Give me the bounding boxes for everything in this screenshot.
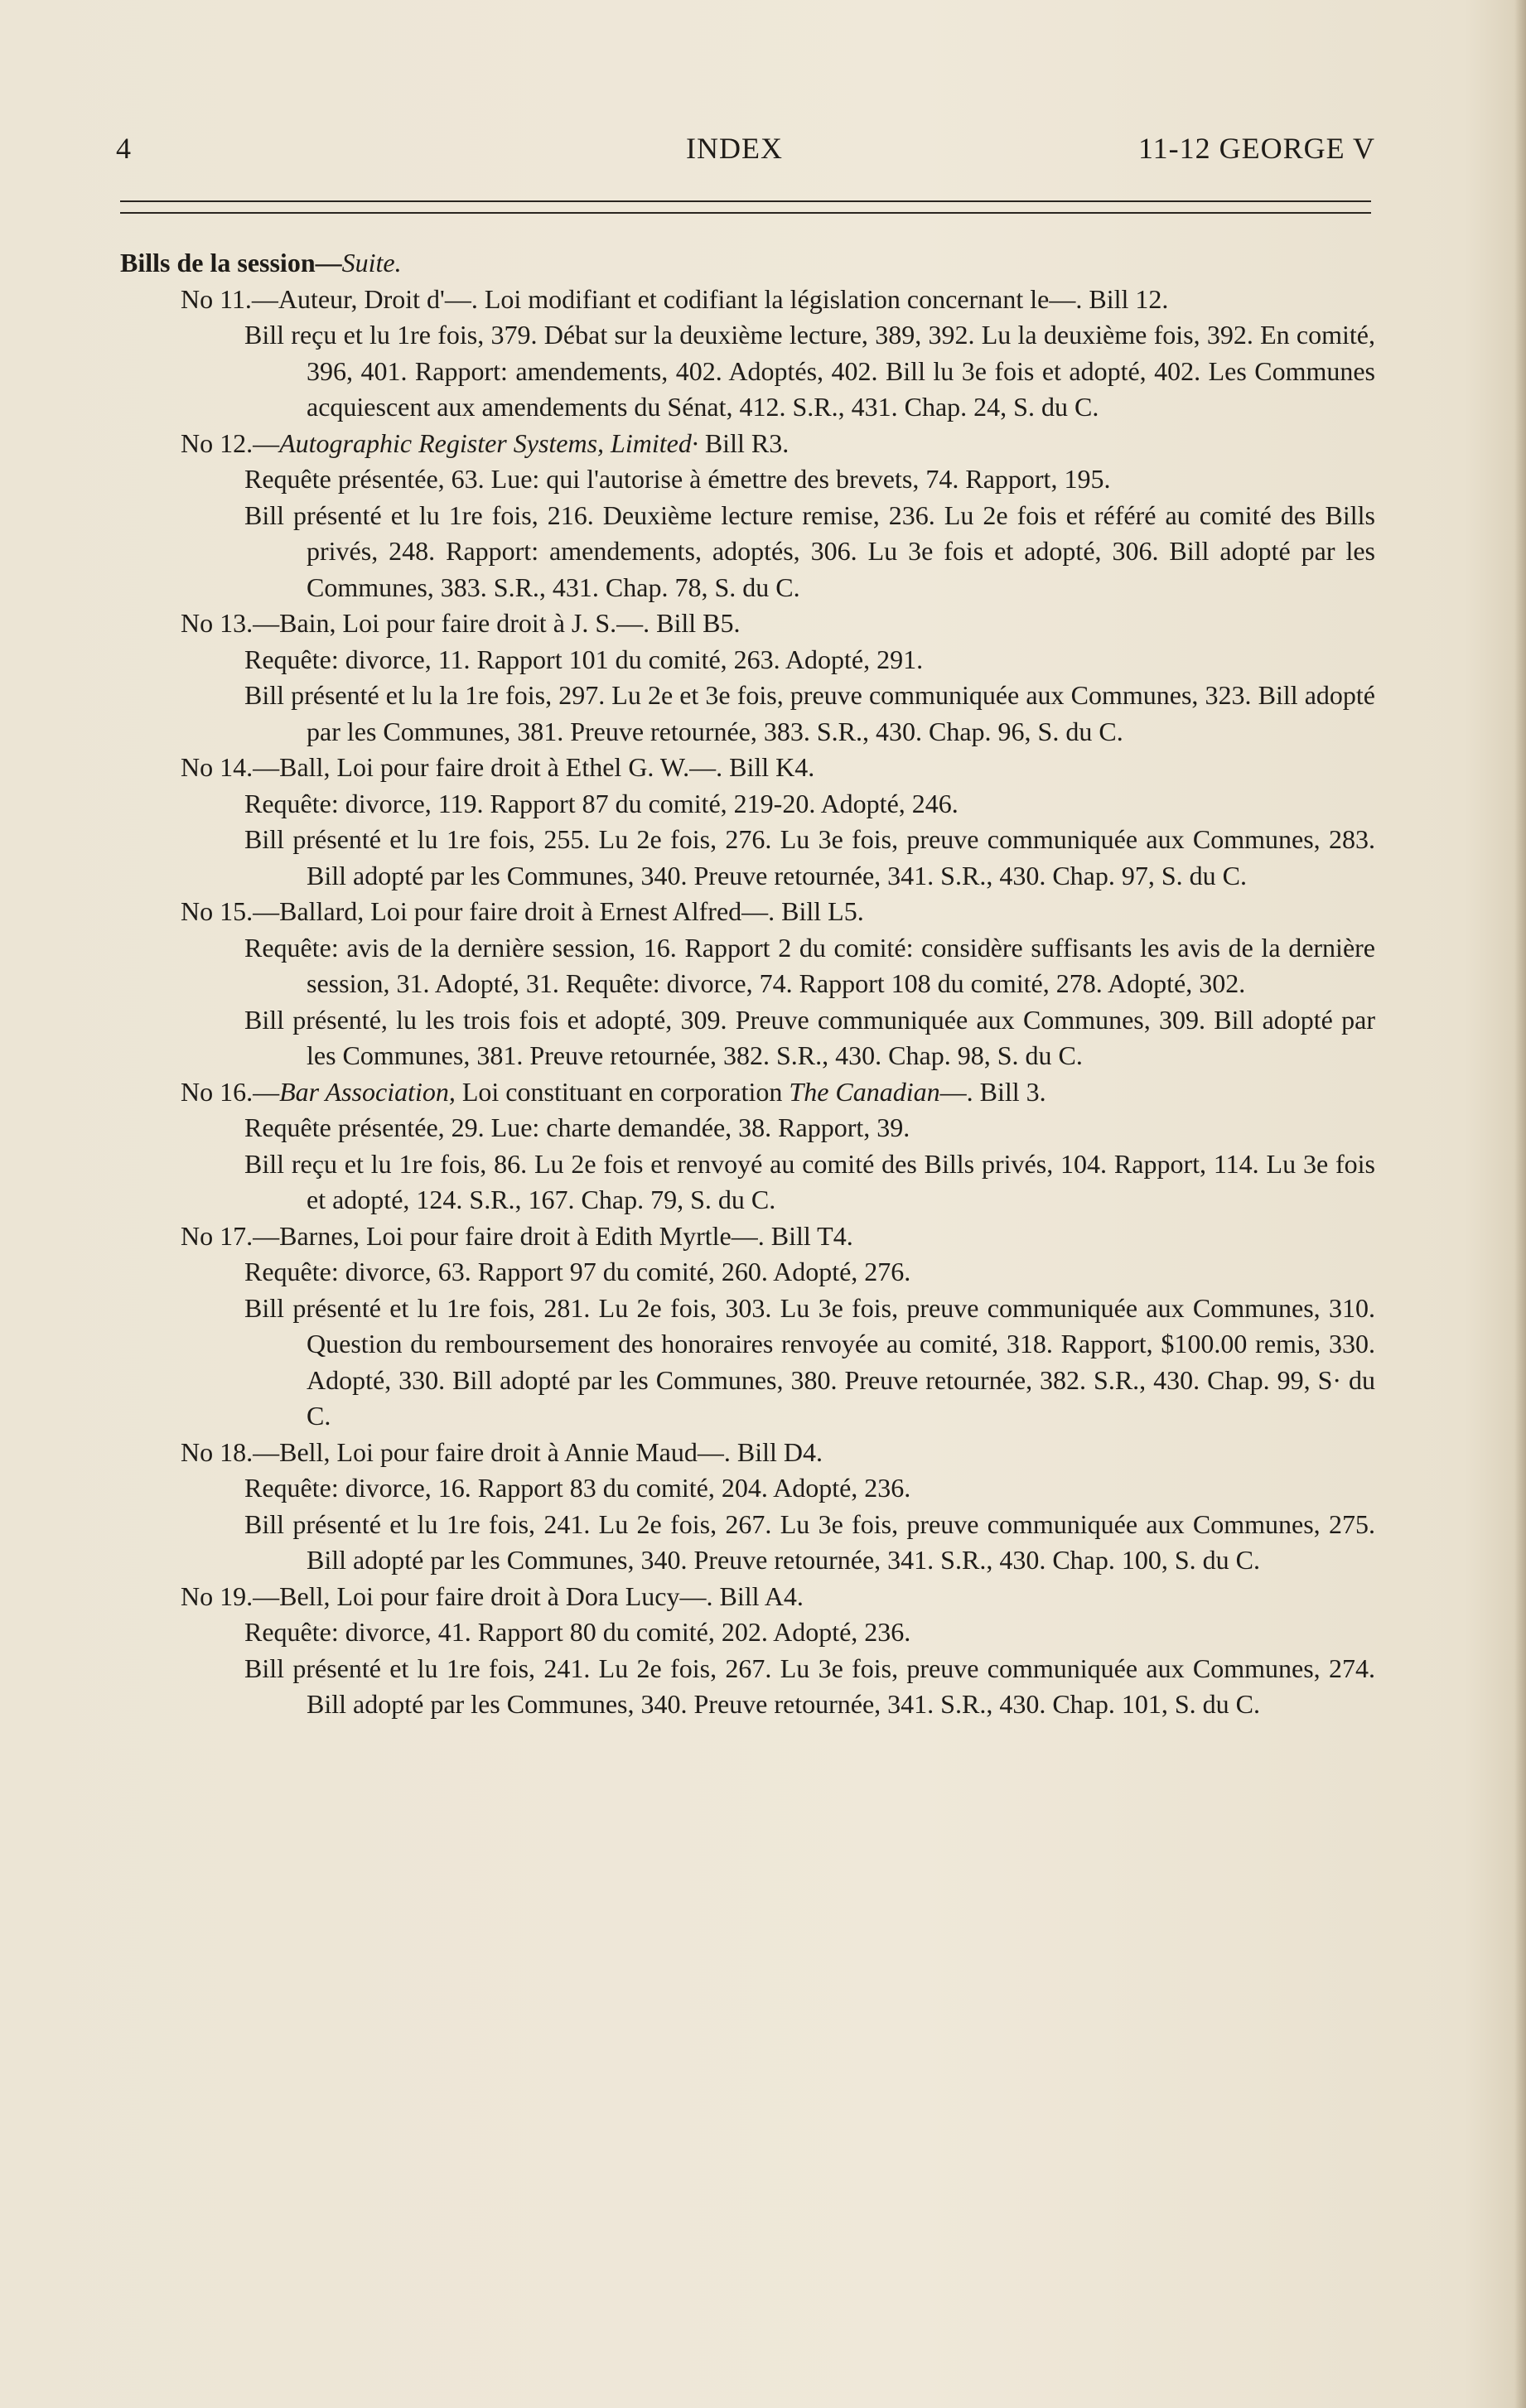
entry-line: Bill reçu et lu 1re fois, 379. Débat sur la deuxième lecture, 389, 392. Lu la deuxième fois, 392. En comité, 396, 401. Rapport: amendements, 402. Adoptés, 402. Bill lu 3e fois et adopté, 402. Les Communes acquiescent aux amendements du Sénat, 412. S.R., 431. Chap. 24, S. du C.	[244, 320, 1375, 422]
page-title: INDEX	[686, 132, 783, 165]
entry-line: Requête: avis de la dernière session, 16. Rapport 2 du comité: considère suffisants les avis de la dernière session, 31. Adopté, 31. Requête: divorce, 74. Rapport 108 du comité, 278. Adopté, 302.	[244, 932, 1375, 998]
entry-heading: No 13.—Bain, Loi pour faire droit à J. S.—. Bill B5.	[181, 608, 741, 638]
entry-heading: No 18.—Bell, Loi pour faire droit à Annie Maud—. Bill D4.	[181, 1436, 823, 1467]
index-entry	[120, 282, 1375, 426]
entry-bill: Bill R3.	[698, 427, 790, 458]
entry-heading: No 15.—Ballard, Loi pour faire droit à Ernest Alfred—. Bill L5.	[181, 896, 864, 926]
section-suite: Suite.	[341, 248, 402, 277]
entry-subject-name: The Canadian	[789, 1076, 940, 1107]
entry-line: Requête: divorce, 11. Rapport 101 du comité, 263. Adopté, 291.	[244, 644, 924, 674]
header-rule-top	[120, 200, 1371, 202]
entry-heading	[120, 1074, 1375, 1111]
entry-line: Requête: divorce, 41. Rapport 80 du comité, 202. Adopté, 236.	[244, 1617, 911, 1647]
entry-number: No 16.—	[181, 1076, 280, 1107]
index-entry	[120, 426, 1375, 606]
index-entry	[120, 1435, 1375, 1579]
entry-line: Bill présenté et lu 1re fois, 255. Lu 2e fois, 276. Lu 3e fois, preuve communiquée aux Communes, 283. Bill adopté par les Communes, 340. Preuve retournée, 341. S.R., 430. Chap. 97, S. du C.	[244, 824, 1375, 890]
entry-line: Requête: divorce, 119. Rapport 87 du comité, 219-20. Adopté, 246.	[244, 788, 959, 818]
entry-line: Requête présentée, 63. Lue: qui l'autorise à émettre des brevets, 74. Rapport, 195.	[244, 464, 1111, 494]
entry-line: Requête: divorce, 63. Rapport 97 du comité, 260. Adopté, 276.	[244, 1257, 911, 1286]
entry-heading	[120, 426, 1375, 462]
entry-heading: No 17.—Barnes, Loi pour faire droit à Edith Myrtle—. Bill T4.	[181, 1220, 853, 1251]
running-header	[116, 131, 1375, 172]
entry-heading: No 19.—Bell, Loi pour faire droit à Dora Lucy—. Bill A4.	[181, 1580, 804, 1611]
entry-bill: —. Bill 3.	[939, 1076, 1046, 1107]
entry-heading: No 11.—Auteur, Droit d'—. Loi modifiant et codifiant la législation concernant le—. Bill 12.	[181, 283, 1169, 314]
entry-line: Bill présenté et lu 1re fois, 281. Lu 2e fois, 303. Lu 3e fois, preuve communiquée aux Communes, 310. Question du remboursement des honoraires renvoyée au comité, 318. Rapport, $100.00 remis, 330. Adopté, 330. Bill adopté par les Communes, 380. Preuve retournée, 382. S.R., 430. Chap. 99, S· du C.	[244, 1292, 1375, 1431]
page-edge-shadow	[1514, 0, 1526, 2408]
entry-line: Bill présenté et lu la 1re fois, 297. Lu 2e et 3e fois, preuve communiquée aux Communes, 323. Bill adopté par les Communes, 381. Preuve retournée, 383. S.R., 430. Chap. 96, S. du C.	[244, 680, 1375, 746]
entry-number: No 12.—	[181, 427, 280, 458]
index-entry	[120, 1579, 1375, 1723]
index-entry	[120, 894, 1375, 1074]
entry-line: Bill présenté et lu 1re fois, 216. Deuxième lecture remise, 236. Lu 2e fois et référé au comité des Bills privés, 248. Rapport: amendements, adoptés, 306. Lu 3e fois et adopté, 306. Bill adopté par les Communes, 383. S.R., 431. Chap. 78, S. du C.	[244, 499, 1375, 602]
entry-subject: Autographic Register Systems, Limited·	[279, 427, 698, 458]
entry-line: Bill présenté, lu les trois fois et adopté, 309. Preuve communiquée aux Communes, 309. Bill adopté par les Communes, 381. Preuve retournée, 382. S.R., 430. Chap. 98, S. du C.	[244, 1004, 1375, 1070]
entry-heading: No 14.—Ball, Loi pour faire droit à Ethel G. W.—. Bill K4.	[181, 752, 815, 782]
entry-line: Requête: divorce, 16. Rapport 83 du comité, 204. Adopté, 236.	[244, 1473, 911, 1503]
regnal-year: 11-12 GEORGE V	[1138, 132, 1375, 165]
entry-line: Requête présentée, 29. Lue: charte demandée, 38. Rapport, 39.	[244, 1112, 910, 1142]
section-heading	[120, 245, 1375, 282]
header-rule-bottom	[120, 212, 1371, 214]
index-entry	[120, 606, 1375, 750]
entry-text: Loi constituant en corporation	[455, 1076, 790, 1107]
entry-line: Bill présenté et lu 1re fois, 241. Lu 2e fois, 267. Lu 3e fois, preuve communiquée aux Communes, 275. Bill adopté par les Communes, 340. Preuve retournée, 341. S.R., 430. Chap. 100, S. du C.	[244, 1508, 1375, 1575]
entry-subject: Bar Association,	[279, 1076, 456, 1107]
entry-line: Bill présenté et lu 1re fois, 241. Lu 2e fois, 267. Lu 3e fois, preuve communiquée aux Communes, 274. Bill adopté par les Communes, 340. Preuve retournée, 341. S.R., 430. Chap. 101, S. du C.	[244, 1653, 1375, 1719]
entry-line: Bill reçu et lu 1re fois, 86. Lu 2e fois et renvoyé au comité des Bills privés, 104. Rapport, 114. Lu 3e fois et adopté, 124. S.R., 167. Chap. 79, S. du C.	[244, 1148, 1375, 1214]
index-entry	[120, 1074, 1375, 1218]
section-title: Bills de la session—	[120, 248, 342, 277]
index-entry	[120, 750, 1375, 894]
index-entry	[120, 1218, 1375, 1435]
index-content	[120, 245, 1375, 1723]
page-number: 4	[116, 132, 132, 165]
